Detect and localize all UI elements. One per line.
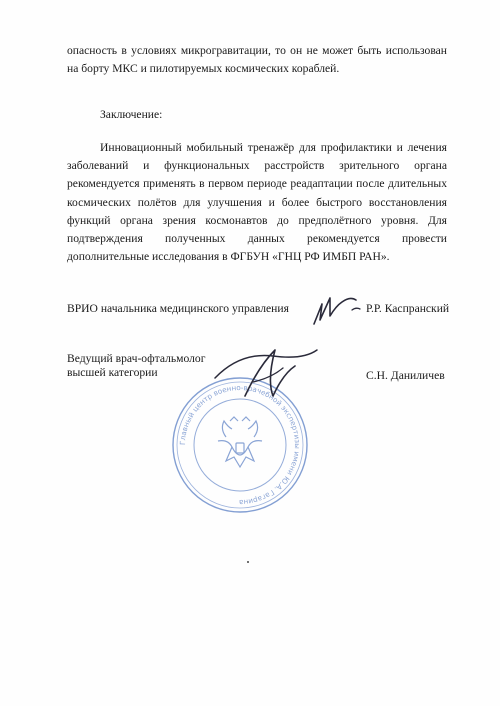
paper-speck — [247, 561, 249, 563]
paragraph-conclusion: Инновационный мобильный тренажёр для профилактики и лечения заболеваний и функциональных расстройств зрительного органа рекомендуется применять в первом периоде реадаптации после длительных космических полётов для улучшения и более быстрого восстановления функций органа зрения космонавтов до предполётного уровня. Для подтверждения полученных данных рекомендуется провести дополнительные исследования в ФГБУН «ГНЦ РФ ИМБП РАН». — [67, 141, 447, 264]
eagle-emblem-icon — [218, 417, 262, 467]
signer-1-title: ВРИО начальника медицинского управления — [67, 302, 289, 315]
signer-1-name: Р.Р. Каспранский — [366, 302, 450, 315]
conclusion-heading: Заключение: — [100, 108, 163, 121]
signer-2-name: С.Н. Даниличев — [366, 369, 445, 382]
signer-2-title-line-1: Ведущий врач-офтальмолог — [67, 352, 206, 365]
signer-2-title — [67, 352, 205, 380]
stamp-ring-text: Главный центр военно-врачебной экспертизы имени Ю.А. Гагарина — [177, 382, 303, 508]
signature-danilichev — [205, 338, 325, 408]
paragraph-microgravity: опасность в условиях микрогравитации, то он не может быть использован на борту МКС и пилотируемых космических кораблей. — [67, 44, 447, 76]
signer-2-title-line-2: высшей категории — [67, 366, 158, 379]
